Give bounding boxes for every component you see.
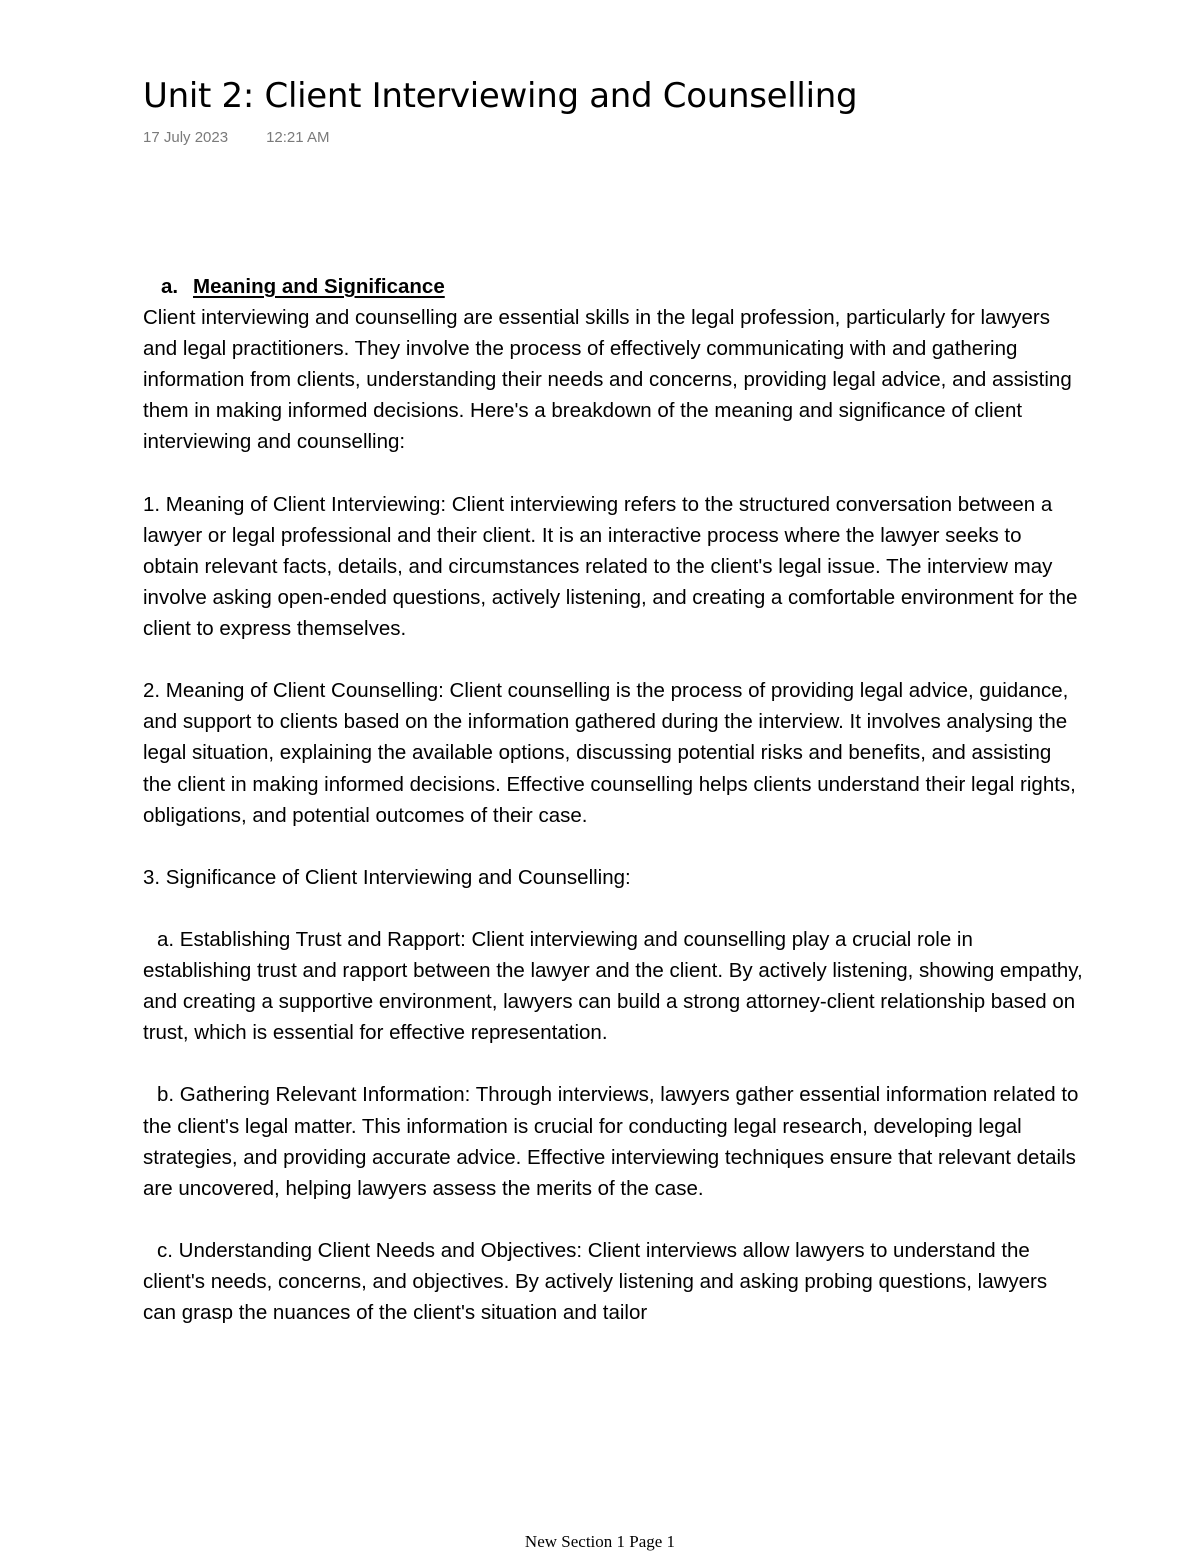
note-content <box>143 271 1083 1328</box>
spacer <box>143 1204 1083 1235</box>
section-heading-marker: a. <box>161 275 179 298</box>
paragraph-counselling: 2. Meaning of Client Counselling: Client counselling is the process of providing legal advice, guidance, and support to clients based on the information gathered during the interview. It involves analysing the legal situation, explaining the available options, discussing potential risks and benefits, and assisting the client in making informed decisions. Effective counselling helps clients understand their legal rights, obligations, and potential outcomes of their case. <box>143 679 1076 827</box>
paragraph-significance-heading: 3. Significance of Client Interviewing and Counselling: <box>143 865 631 889</box>
paragraph-interviewing: 1. Meaning of Client Interviewing: Client interviewing refers to the structured conversation between a lawyer or legal professional and their client. It is an interactive process where the lawyer seeks to obtain relevant facts, details, and circumstances related to the client's legal issue. The interview may involve asking open-ended questions, actively listening, and creating a comfortable environment for the client to express themselves. <box>143 492 1078 641</box>
section-heading-text: Meaning and Significance <box>193 275 445 298</box>
spacer <box>143 644 1083 675</box>
spacer <box>143 458 1083 489</box>
spacer <box>143 893 1083 924</box>
spacer <box>143 831 1083 862</box>
page-metadata <box>143 128 329 148</box>
section-heading <box>143 271 1083 302</box>
page-date: 17 July 2023 <box>143 129 229 146</box>
page-footer: New Section 1 Page 1 <box>524 1532 676 1551</box>
intro-paragraph: Client interviewing and counselling are essential skills in the legal profession, particularly for lawyers and legal practitioners. They involve the process of effectively communicating with and gathering information from clients, understanding their needs and concerns, providing legal advice, and assisting them in making informed decisions. Here's a breakdown of the meaning and significance of client interviewing and counselling: <box>143 306 1072 454</box>
paragraph-gathering-information: b. Gathering Relevant Information: Through interviews, lawyers gather essential information related to the client's legal matter. This information is crucial for conducting legal research, developing legal strategies, and providing accurate advice. Effective interviewing techniques ensure that relevant details are uncovered, helping lawyers assess the merits of the case. <box>143 1083 1079 1200</box>
spacer <box>143 1048 1083 1079</box>
paragraph-client-needs: c. Understanding Client Needs and Objectives: Client interviews allow lawyers to understand the client's needs, concerns, and objectives. By actively listening and asking probing questions, lawyers can grasp the nuances of the client's situation and tailor <box>143 1238 1048 1325</box>
page-time: 12:21 AM <box>266 129 330 146</box>
page-title: Unit 2: Client Interviewing and Counselling <box>143 76 858 116</box>
paragraph-trust-rapport: a. Establishing Trust and Rapport: Client interviewing and counselling play a crucial role in establishing trust and rapport between the lawyer and the client. By actively listening, showing empathy, and creating a supportive environment, lawyers can build a strong attorney-client relationship based on trust, which is essential for effective representation. <box>143 927 1083 1045</box>
